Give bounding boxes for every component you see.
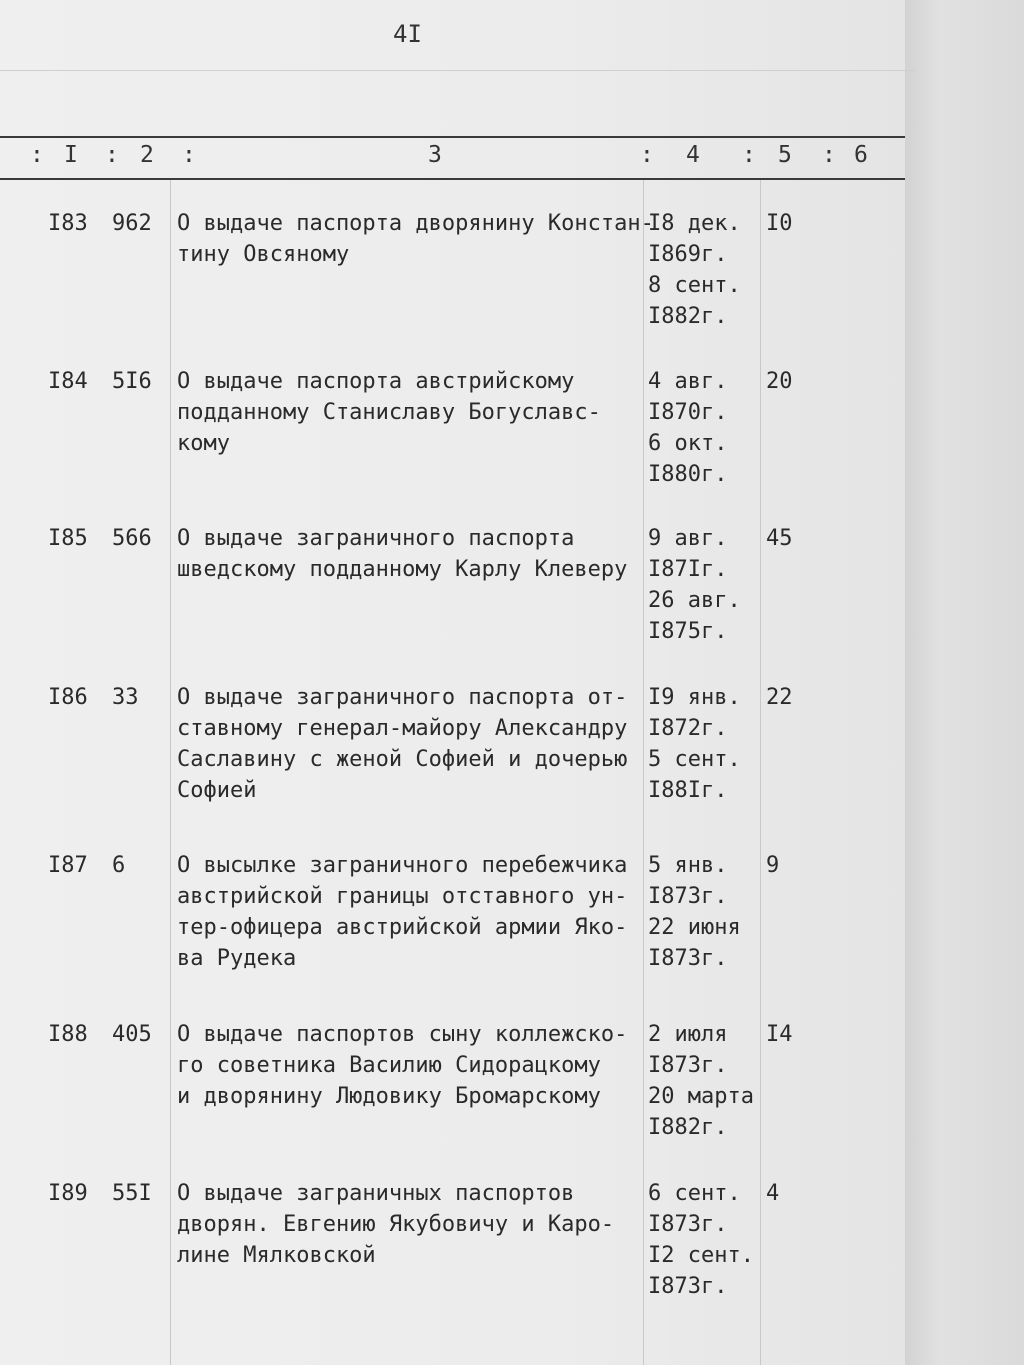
record-number: I84: [48, 369, 88, 394]
header-sep-5: :: [742, 142, 756, 168]
date-line: 6 окт.: [648, 431, 728, 456]
date-line: I880г.: [648, 462, 728, 487]
record-number: I89: [48, 1181, 88, 1206]
paper-fold: [0, 70, 915, 71]
record-dates: [648, 366, 727, 490]
date-line: I87Iг.: [648, 557, 728, 582]
sheet-count: 9: [766, 853, 780, 878]
record-title: [177, 682, 627, 806]
header-sep-6: :: [822, 142, 836, 168]
record-dates: [648, 523, 741, 647]
record-number: I86: [48, 685, 88, 710]
title-line: ва Рудека: [177, 946, 297, 971]
date-line: I872г.: [648, 716, 728, 741]
file-number: 962: [112, 211, 152, 236]
date-line: 9 авг.: [648, 526, 728, 551]
date-line: I2 сент.: [648, 1243, 754, 1268]
date-line: 5 янв.: [648, 853, 728, 878]
record-number: I85: [48, 526, 88, 551]
sheet-count: I0: [766, 211, 793, 236]
record-title: [177, 1178, 614, 1271]
record-title: [177, 1019, 627, 1112]
date-line: 4 авг.: [648, 369, 728, 394]
sheet-count: 45: [766, 526, 793, 551]
record-dates: [648, 1178, 754, 1302]
title-line: О выдаче паспорта дворянину Констан-: [177, 211, 654, 236]
title-line: тер-офицера австрийской армии Яко-: [177, 915, 628, 940]
title-line: О выдаче заграничного паспорта: [177, 526, 575, 551]
header-col-3: 3: [428, 142, 442, 168]
date-line: 6 сент.: [648, 1181, 741, 1206]
title-line: австрийской границы отставного ун-: [177, 884, 628, 909]
date-line: I873г.: [648, 946, 728, 971]
date-line: I873г.: [648, 1274, 728, 1299]
record-title: [177, 850, 627, 974]
date-line: I875г.: [648, 619, 728, 644]
file-number: 5I6: [112, 369, 152, 394]
title-line: О выдаче заграничного паспорта от-: [177, 685, 628, 710]
date-line: 5 сент.: [648, 747, 741, 772]
record-title: [177, 366, 601, 459]
title-line: Саславину с женой Софией и дочерью: [177, 747, 628, 772]
date-line: I869г.: [648, 242, 728, 267]
title-line: О выдаче заграничных паспортов: [177, 1181, 575, 1206]
record-dates: [648, 682, 741, 806]
record-title: [177, 208, 654, 270]
sheet-count: I4: [766, 1022, 793, 1047]
header-col-1: I: [64, 142, 78, 168]
header-sep-2: :: [105, 142, 119, 168]
date-line: 20 марта: [648, 1084, 754, 1109]
file-number: 566: [112, 526, 152, 551]
header-sep-1: :: [30, 142, 44, 168]
header-col-2: 2: [140, 142, 154, 168]
file-number: 55I: [112, 1181, 152, 1206]
title-line: го советника Василию Сидорацкому: [177, 1053, 601, 1078]
date-line: I870г.: [648, 400, 728, 425]
column-divider: [760, 180, 761, 1365]
header-col-5: 5: [778, 142, 792, 168]
date-line: 22 июня: [648, 915, 741, 940]
record-dates: [648, 1019, 754, 1143]
title-line: подданному Станиславу Богуславс-: [177, 400, 601, 425]
header-rule-bottom: [0, 178, 905, 180]
header-rule-top: [0, 136, 905, 138]
date-line: I882г.: [648, 304, 728, 329]
date-line: I8 дек.: [648, 211, 741, 236]
date-line: I88Iг.: [648, 778, 728, 803]
column-divider: [643, 180, 644, 1365]
sheet-count: 20: [766, 369, 793, 394]
sheet-count: 4: [766, 1181, 780, 1206]
title-line: кому: [177, 431, 230, 456]
date-line: I873г.: [648, 884, 728, 909]
page-number: 4I: [393, 20, 422, 48]
record-number: I83: [48, 211, 88, 236]
date-line: 8 сент.: [648, 273, 741, 298]
header-col-6: 6: [854, 142, 868, 168]
date-line: 26 авг.: [648, 588, 741, 613]
date-line: I882г.: [648, 1115, 728, 1140]
date-line: I873г.: [648, 1053, 728, 1078]
sheet-count: 22: [766, 685, 793, 710]
paper-edge: [905, 0, 1024, 1365]
title-line: и дворянину Людовику Бромарскому: [177, 1084, 601, 1109]
file-number: 33: [112, 685, 139, 710]
date-line: I873г.: [648, 1212, 728, 1237]
record-number: I88: [48, 1022, 88, 1047]
record-number: I87: [48, 853, 88, 878]
header-sep-3: :: [182, 142, 196, 168]
date-line: 2 июля: [648, 1022, 728, 1047]
title-line: тину Овсяному: [177, 242, 350, 267]
title-line: шведскому подданному Карлу Клеверу: [177, 557, 628, 582]
column-divider: [170, 180, 171, 1365]
title-line: ставному генерал-майору Александру: [177, 716, 628, 741]
file-number: 6: [112, 853, 126, 878]
title-line: Софией: [177, 778, 257, 803]
file-number: 405: [112, 1022, 152, 1047]
title-line: лине Мялковской: [177, 1243, 376, 1268]
record-title: [177, 523, 627, 585]
record-dates: [648, 850, 741, 974]
title-line: О высылке заграничного перебежчика: [177, 853, 628, 878]
header-sep-4: :: [640, 142, 654, 168]
date-line: I9 янв.: [648, 685, 741, 710]
title-line: О выдаче паспорта австрийскому: [177, 369, 575, 394]
title-line: О выдаче паспортов сыну коллежско-: [177, 1022, 628, 1047]
record-dates: [648, 208, 741, 332]
header-col-4: 4: [686, 142, 700, 168]
title-line: дворян. Евгению Якубовичу и Каро-: [177, 1212, 615, 1237]
